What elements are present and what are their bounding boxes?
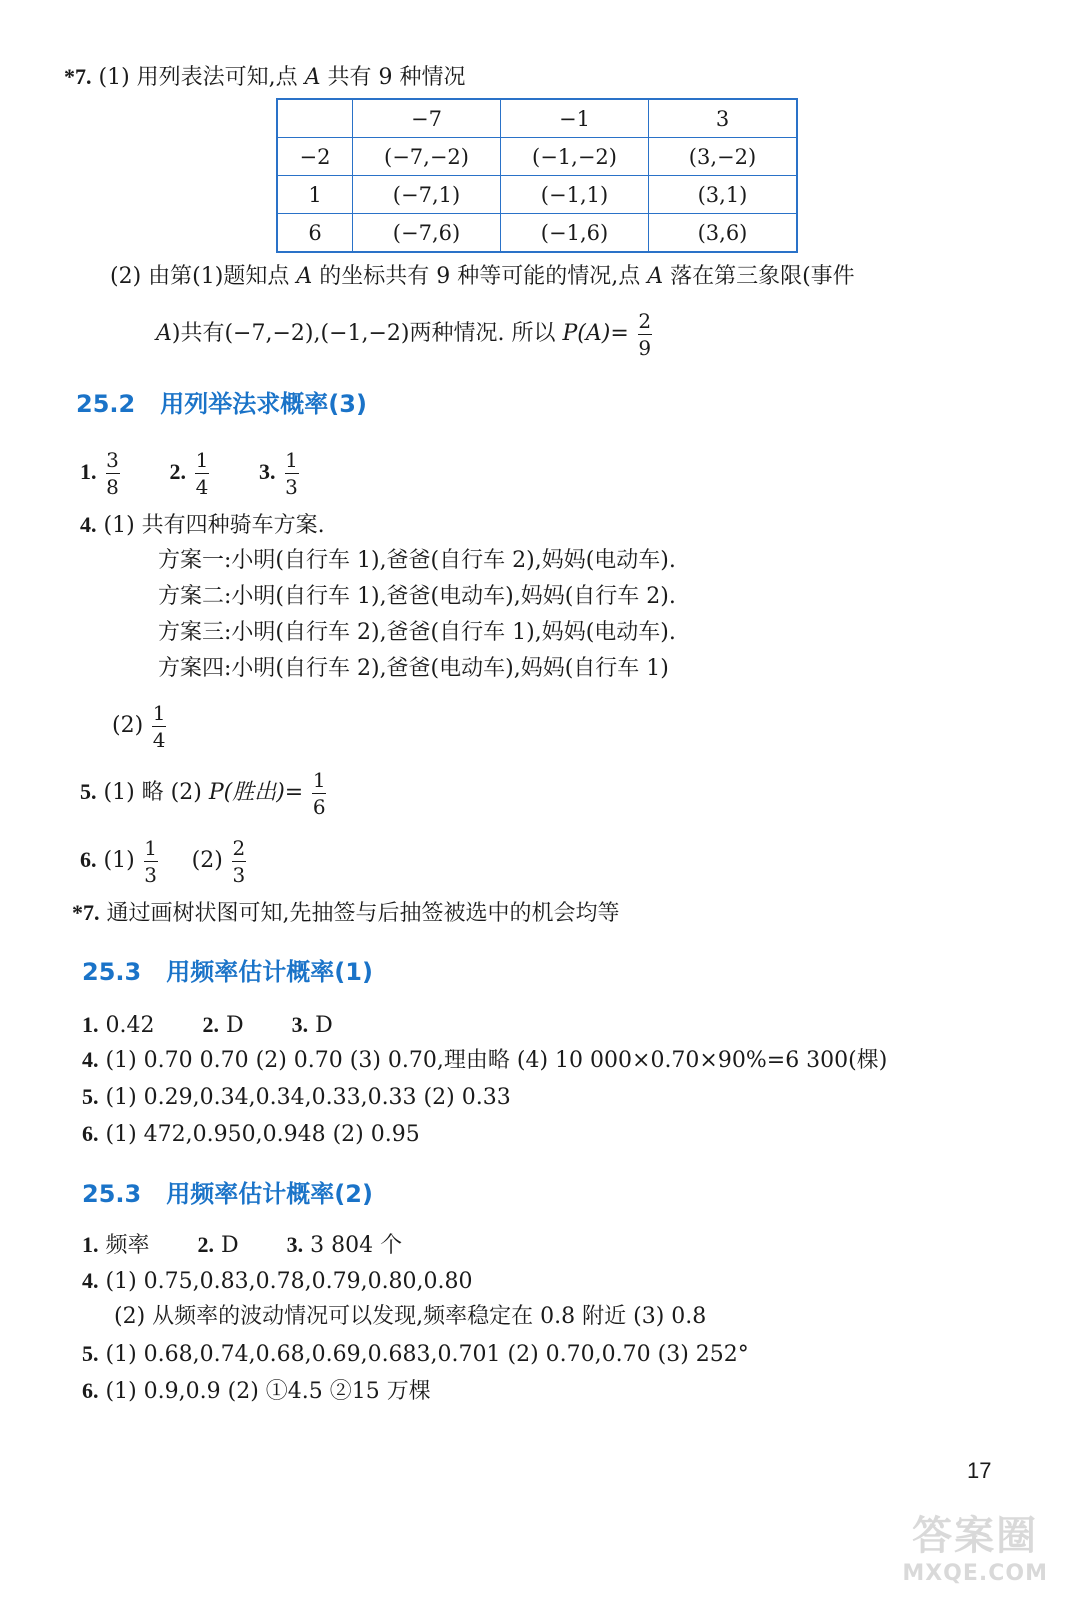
answers-1-3: 1. $\frac{3}{8}$ 2. $\frac{1}{4}$ 3. $\frac{1}{3}$	[80, 447, 298, 499]
answer-5: 5. (1) 略 (2) P(胜出)= $\frac{1}{6}$	[80, 767, 326, 819]
coordinate-table	[276, 98, 798, 253]
answer-4-1: 4. (1) 共有四种骑车方案.	[80, 512, 325, 538]
table-cell: (−7,6)	[353, 214, 501, 253]
fraction: $\frac{1}{3}$	[285, 447, 298, 499]
answer-4-c: 4. (1) 0.75,0.83,0.78,0.79,0.80,0.80	[82, 1268, 473, 1294]
section-heading-25-3-2: 25.3 用频率估计概率(2)	[82, 1180, 373, 1208]
answer-4-c-part2: (2) 从频率的波动情况可以发现,频率稳定在 0.8 附近 (3) 0.8	[114, 1304, 707, 1329]
table-cell: 1	[277, 176, 353, 214]
q7-part2-line2: A)共有(−7,−2),(−1,−2)两种情况. 所以 P(A)= $\frac{2}{9}$	[156, 308, 652, 360]
table-cell: (3,1)	[649, 176, 798, 214]
table-cell: −7	[353, 99, 501, 138]
section-heading-25-3-1: 25.3 用频率估计概率(1)	[82, 958, 373, 986]
fraction: $\frac{1}{4}$	[152, 700, 166, 752]
answers-1-3-c: 1. 频率 2. D 3. 3 804 个	[82, 1232, 403, 1258]
question-number: *7.	[64, 64, 92, 89]
q7-intro: *7. (1) 用列表法可知,点 A 共有 9 种情况	[64, 64, 466, 90]
answer-6-c: 6. (1) 0.9,0.9 (2) ①4.5 ②15 万棵	[82, 1378, 431, 1404]
table-cell: 6	[277, 214, 353, 253]
section-heading-25-2: 25.2 用列举法求概率(3)	[76, 390, 367, 418]
fraction: $\frac{2}{3}$	[232, 835, 246, 887]
q7-part2-line1: (2) 由第(1)题知点 A 的坐标共有 9 种等可能的情况,点 A 落在第三象限(事件	[110, 264, 855, 289]
answer-5-c: 5. (1) 0.68,0.74,0.68,0.69,0.683,0.701 (2) 0.70,0.70 (3) 252°	[82, 1341, 749, 1367]
page-number: 17	[967, 1458, 992, 1483]
fraction: $\frac{3}{8}$	[106, 447, 119, 499]
table-cell: (3,6)	[649, 214, 798, 253]
watermark-logo: 答案圈 MXQE.COM	[902, 1513, 1048, 1586]
table-cell	[277, 99, 353, 138]
table-cell: −1	[501, 99, 649, 138]
answer-6-b: 6. (1) 472,0.950,0.948 (2) 0.95	[82, 1121, 420, 1147]
plan-3: 方案三:小明(自行车 2),爸爸(自行车 1),妈妈(电动车).	[158, 620, 676, 645]
table-row	[277, 138, 797, 176]
plan-4: 方案四:小明(自行车 2),爸爸(电动车),妈妈(自行车 1)	[158, 656, 669, 681]
table-cell: (−1,6)	[501, 214, 649, 253]
plan-1: 方案一:小明(自行车 1),爸爸(自行车 2),妈妈(电动车).	[158, 548, 676, 573]
answers-1-3-b: 1. 0.42 2. D 3. D	[82, 1012, 333, 1038]
table-row	[277, 176, 797, 214]
fraction: $\frac{2}{9}$	[638, 308, 652, 360]
table-cell: (3,−2)	[649, 138, 798, 176]
table-cell: −2	[277, 138, 353, 176]
fraction: $\frac{1}{6}$	[312, 767, 326, 819]
table-row	[277, 214, 797, 253]
answer-6: 6. (1) $\frac{1}{3}$ (2) $\frac{2}{3}$	[80, 835, 246, 887]
table-cell: (−7,−2)	[353, 138, 501, 176]
plan-2: 方案二:小明(自行车 1),爸爸(电动车),妈妈(自行车 2).	[158, 584, 676, 609]
answer-4-2: (2) $\frac{1}{4}$	[112, 700, 166, 752]
fraction: $\frac{1}{4}$	[195, 447, 209, 499]
table-cell: (−1,1)	[501, 176, 649, 214]
fraction: $\frac{1}{3}$	[144, 835, 158, 887]
answer-7: *7. 通过画树状图可知,先抽签与后抽签被选中的机会均等	[72, 900, 620, 926]
table-header-row	[277, 99, 797, 138]
answer-4-b: 4. (1) 0.70 0.70 (2) 0.70 (3) 0.70,理由略 (4) 10 000×0.70×90%=6 300(棵)	[82, 1047, 888, 1073]
table-cell: 3	[649, 99, 798, 138]
answer-5-b: 5. (1) 0.29,0.34,0.34,0.33,0.33 (2) 0.33	[82, 1084, 511, 1110]
table-cell: (−1,−2)	[501, 138, 649, 176]
table-cell: (−7,1)	[353, 176, 501, 214]
